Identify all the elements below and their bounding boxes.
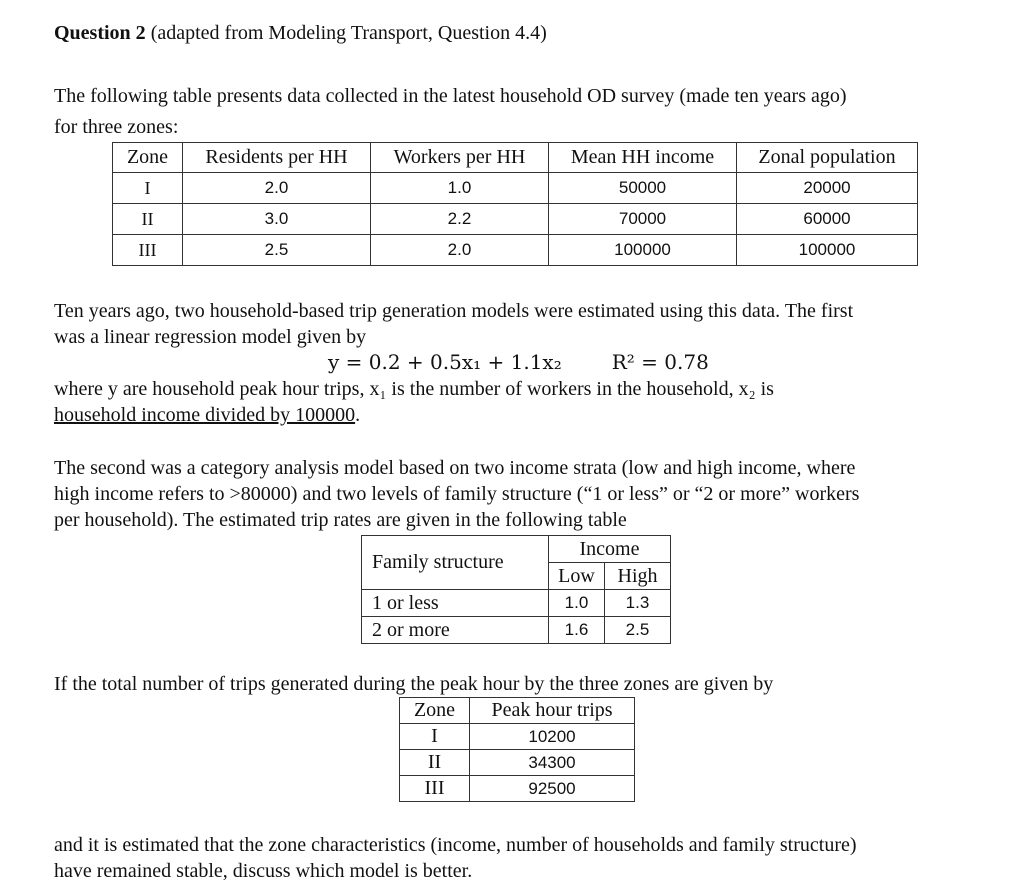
table-row <box>362 590 671 617</box>
header-zone: Zone <box>400 698 470 724</box>
header-workers: Workers per HH <box>371 143 549 173</box>
peak-trips-table <box>399 697 635 802</box>
header-high: High <box>605 563 671 590</box>
where-line-2-end: . <box>355 404 361 426</box>
population-cell: 100000 <box>737 235 918 266</box>
workers-cell: 1.0 <box>371 173 549 204</box>
income-cell: 70000 <box>549 204 737 235</box>
zone-cell: II <box>113 204 183 235</box>
income-cell: 50000 <box>549 173 737 204</box>
table-row <box>362 617 671 644</box>
table-row <box>113 173 918 204</box>
category-line-2: high income refers to >80000) and two levels of family structure (“1 or less” or “2 or more” workers <box>54 483 860 505</box>
workers-cell: 2.0 <box>371 235 549 266</box>
closing-line-1: and it is estimated that the zone characteristics (income, number of households and family structure) <box>54 834 857 856</box>
models-intro-line-1: Ten years ago, two household-based trip generation models were estimated using this data. The first <box>54 300 854 322</box>
zone-cell: I <box>400 724 470 750</box>
header-peak-trips: Peak hour trips <box>470 698 635 724</box>
family-structure-cell: 1 or less <box>362 590 549 617</box>
residents-cell: 2.5 <box>183 235 371 266</box>
question-label: Question 2 <box>54 22 146 44</box>
closing-line-2: have remained stable, discuss which model is better. <box>54 860 473 882</box>
peak-trips-cell: 10200 <box>470 724 635 750</box>
header-low: Low <box>549 563 605 590</box>
income-cell: 100000 <box>549 235 737 266</box>
population-cell: 20000 <box>737 173 918 204</box>
trip-rate-table <box>361 535 671 644</box>
peak-trips-cell: 34300 <box>470 750 635 776</box>
trips-intro: If the total number of trips generated during the peak hour by the three zones are given by <box>54 673 774 695</box>
table-header-row <box>113 143 918 173</box>
header-income: Mean HH income <box>549 143 737 173</box>
table-header-row <box>400 698 635 724</box>
r-squared: R² = 0.78 <box>611 350 709 374</box>
question-title <box>54 22 547 45</box>
population-cell: 60000 <box>737 204 918 235</box>
residents-cell: 3.0 <box>183 204 371 235</box>
zone-cell: III <box>400 776 470 802</box>
intro-line-1: The following table presents data collected in the latest household OD survey (made ten years ago) <box>54 85 847 107</box>
header-income: Income <box>549 536 671 563</box>
table-row <box>400 776 635 802</box>
header-residents: Residents per HH <box>183 143 371 173</box>
zone-cell: III <box>113 235 183 266</box>
category-line-1: The second was a category analysis model based on two income strata (low and high income, where <box>54 457 856 479</box>
equation-formula: y = 0.2 + 0.5x₁ + 1.1x₂ <box>328 350 562 374</box>
models-intro-line-2: was a linear regression model given by <box>54 326 367 348</box>
high-rate-cell: 2.5 <box>605 617 671 644</box>
table-header-row <box>362 536 671 563</box>
table-row <box>400 724 635 750</box>
zone-cell: I <box>113 173 183 204</box>
peak-trips-cell: 92500 <box>470 776 635 802</box>
header-family-structure: Family structure <box>362 536 549 590</box>
where-line-1: where y are household peak hour trips, x₁ is the number of workers in the household, x₂ is <box>54 378 774 400</box>
zone-cell: II <box>400 750 470 776</box>
intro-line-2: for three zones: <box>54 116 179 138</box>
residents-cell: 2.0 <box>183 173 371 204</box>
table-row <box>113 204 918 235</box>
zone-data-table <box>112 142 918 266</box>
workers-cell: 2.2 <box>371 204 549 235</box>
where-line-2 <box>54 402 360 428</box>
high-rate-cell: 1.3 <box>605 590 671 617</box>
category-line-3: per household). The estimated trip rates are given in the following table <box>54 509 627 531</box>
family-structure-cell: 2 or more <box>362 617 549 644</box>
income-definition: household income divided by 100000 <box>54 404 356 426</box>
question-source: (adapted from Modeling Transport, Question 4.4) <box>150 22 547 44</box>
low-rate-cell: 1.0 <box>549 590 605 617</box>
header-zone: Zone <box>113 143 183 173</box>
table-row <box>400 750 635 776</box>
low-rate-cell: 1.6 <box>549 617 605 644</box>
header-population: Zonal population <box>737 143 918 173</box>
regression-equation <box>328 350 709 374</box>
table-row <box>113 235 918 266</box>
